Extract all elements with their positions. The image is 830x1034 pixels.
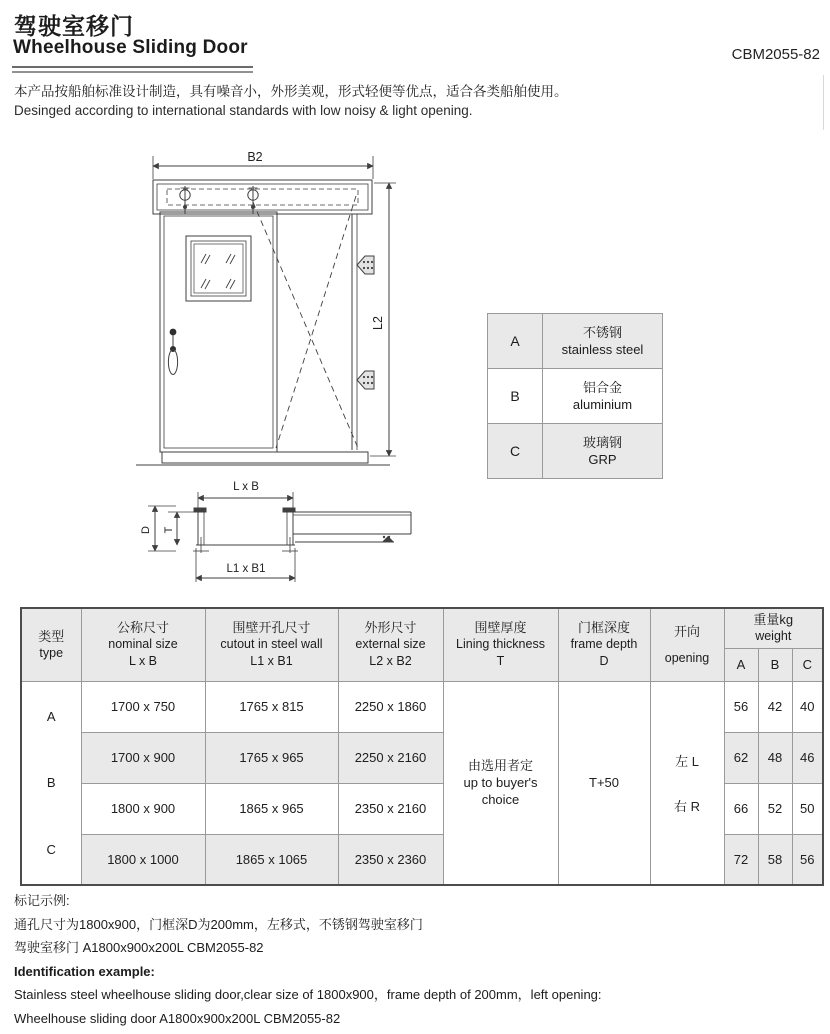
header-external — [338, 608, 443, 681]
header-lining — [443, 608, 558, 681]
table-row — [488, 314, 663, 369]
frame-depth-cell: T+50 — [558, 681, 650, 885]
header-cutout-zh: 围壁开孔尺寸 — [232, 620, 311, 636]
door-window — [186, 236, 251, 301]
material-name-zh: 玻璃钢 — [582, 435, 622, 450]
header-opening-zh: 开向 — [673, 623, 700, 639]
external-size: 2350 x 2360 — [338, 834, 443, 885]
description-en: Desinged according to international standards with low noisy & light opening. — [14, 103, 473, 118]
dim-b2-label: B2 — [247, 150, 263, 164]
example-zh-line1: 通孔尺寸为1800x900，门框深D为200mm，左移式，不锈钢驾驶室移门 — [14, 916, 423, 932]
table-row — [488, 424, 663, 479]
door-leaf — [160, 212, 277, 452]
header-cutout-en: cutout in steel wall — [220, 637, 323, 652]
material-name-en: aluminium — [572, 397, 633, 412]
material-name — [543, 369, 663, 424]
weight-b: 52 — [758, 783, 792, 834]
material-code: C — [488, 424, 543, 479]
material-code: A — [488, 314, 543, 369]
material-name-zh: 铝合金 — [582, 380, 622, 395]
page-edge-artifact — [823, 75, 824, 130]
weight-b: 58 — [758, 834, 792, 885]
track-outer — [153, 180, 372, 214]
travel-diagonal — [276, 196, 356, 448]
header-nominal-sub: L x B — [128, 654, 158, 669]
type-b: B — [46, 775, 56, 791]
header-weight — [724, 608, 823, 648]
lining-en2: choice — [481, 792, 520, 808]
material-name-en: stainless steel — [561, 342, 644, 357]
cutout-size: 1865 x 965 — [205, 783, 338, 834]
header-cutout-sub: L1 x B1 — [250, 654, 293, 669]
elevation-view — [136, 150, 396, 465]
header-frame-en: frame depth — [570, 637, 638, 652]
external-size: 2250 x 1860 — [338, 681, 443, 732]
header-type-zh: 类型 — [38, 628, 65, 644]
header-external-zh: 外形尺寸 — [364, 620, 417, 636]
description-zh: 本产品按船舶标准设计制造，具有噪音小，外形美观，形式轻便等优点，适合各类船舶使用。 — [14, 84, 568, 99]
weight-c: 56 — [792, 834, 823, 885]
table-row — [488, 369, 663, 424]
header-cutout — [205, 608, 338, 681]
header-weight-zh: 重量kg — [753, 612, 794, 628]
type-a: A — [46, 708, 56, 724]
opening-left: 左 L — [675, 753, 699, 769]
cutout-size: 1765 x 965 — [205, 732, 338, 783]
weight-a: 62 — [724, 732, 758, 783]
header-weight-a: A — [724, 648, 758, 681]
table-row — [21, 681, 823, 732]
dim-l1xb1-label: L1 x B1 — [226, 563, 266, 575]
type-cell — [21, 681, 81, 885]
weight-c: 50 — [792, 783, 823, 834]
lining-en1: up to buyer's — [463, 775, 538, 791]
weight-a: 56 — [724, 681, 758, 732]
header-weight-en: weight — [755, 629, 792, 644]
lining-thickness-cell — [443, 681, 558, 885]
glass-hatch — [201, 254, 235, 289]
dim-l2-label: L2 — [371, 316, 385, 330]
weight-a: 66 — [724, 783, 758, 834]
header-nominal-zh: 公称尺寸 — [116, 620, 169, 636]
guide-clip — [357, 256, 374, 274]
technical-drawing — [128, 138, 438, 593]
header-nominal — [81, 608, 205, 681]
header-weight-c: C — [792, 648, 823, 681]
track-slot — [167, 189, 358, 205]
nominal-size: 1700 x 750 — [81, 681, 205, 732]
dim-lxb-label: L x B — [233, 481, 259, 493]
door-sill — [162, 452, 368, 463]
page-title-zh: 驾驶室移门 — [14, 13, 134, 39]
type-c: C — [46, 841, 56, 857]
cutout-size: 1765 x 815 — [205, 681, 338, 732]
nominal-size: 1800 x 1000 — [81, 834, 205, 885]
identification-example — [14, 889, 824, 1031]
lining-zh: 由选用者定 — [467, 758, 533, 774]
opening-cell — [650, 681, 724, 885]
model-number: CBM2055-82 — [731, 46, 820, 63]
example-en-line1: Stainless steel wheelhouse sliding door,clear size of 1800x900，frame depth of 200mm，left opening: — [14, 987, 602, 1003]
external-size: 2350 x 2160 — [338, 783, 443, 834]
material-name-en: GRP — [588, 452, 617, 467]
example-title-zh: 标记示例: — [14, 893, 70, 908]
dim-t-label: T — [163, 526, 175, 534]
weight-b: 48 — [758, 732, 792, 783]
header-nominal-en: nominal size — [108, 637, 178, 652]
material-name-zh: 不锈钢 — [582, 325, 622, 340]
material-table — [487, 313, 663, 479]
material-name — [543, 314, 663, 369]
header-type-en: type — [39, 645, 64, 660]
door-handle — [168, 329, 177, 375]
header-weight-b: B — [758, 648, 792, 681]
cutout-size: 1865 x 1065 — [205, 834, 338, 885]
header-external-en: external size — [355, 637, 426, 652]
nominal-size: 1700 x 900 — [81, 732, 205, 783]
external-size: 2250 x 2160 — [338, 732, 443, 783]
example-title-en: Identification example: — [14, 963, 155, 979]
header-type — [21, 608, 81, 681]
header-lining-zh: 围壁厚度 — [474, 620, 527, 636]
frame-section — [193, 508, 298, 553]
opening-right: 右 R — [673, 798, 700, 814]
spec-table — [20, 607, 824, 886]
weight-c: 40 — [792, 681, 823, 732]
header-frame-zh: 门框深度 — [577, 620, 630, 636]
example-zh-line2: 驾驶室移门 A1800x900x200L CBM2055-82 — [14, 940, 264, 956]
title-divider — [12, 66, 253, 73]
example-en-line2: Wheelhouse sliding door A1800x900x200L CBM2055-82 — [14, 1010, 341, 1026]
guide-clip — [357, 371, 374, 389]
page-title-en: Wheelhouse Sliding Door — [13, 37, 248, 58]
section-view — [140, 481, 411, 582]
header-lining-sub: T — [496, 654, 505, 669]
header-opening-en: opening — [664, 650, 710, 665]
header-frame-sub: D — [599, 654, 609, 669]
leaf-section — [293, 512, 411, 542]
weight-b: 42 — [758, 681, 792, 732]
header-opening — [650, 608, 724, 681]
header-lining-en: Lining thickness — [456, 637, 545, 652]
header-external-sub: L2 x B2 — [369, 654, 412, 669]
header-frame-depth — [558, 608, 650, 681]
material-name — [543, 424, 663, 479]
dim-d-label: D — [140, 526, 152, 534]
weight-a: 72 — [724, 834, 758, 885]
material-code: B — [488, 369, 543, 424]
nominal-size: 1800 x 900 — [81, 783, 205, 834]
weight-c: 46 — [792, 732, 823, 783]
